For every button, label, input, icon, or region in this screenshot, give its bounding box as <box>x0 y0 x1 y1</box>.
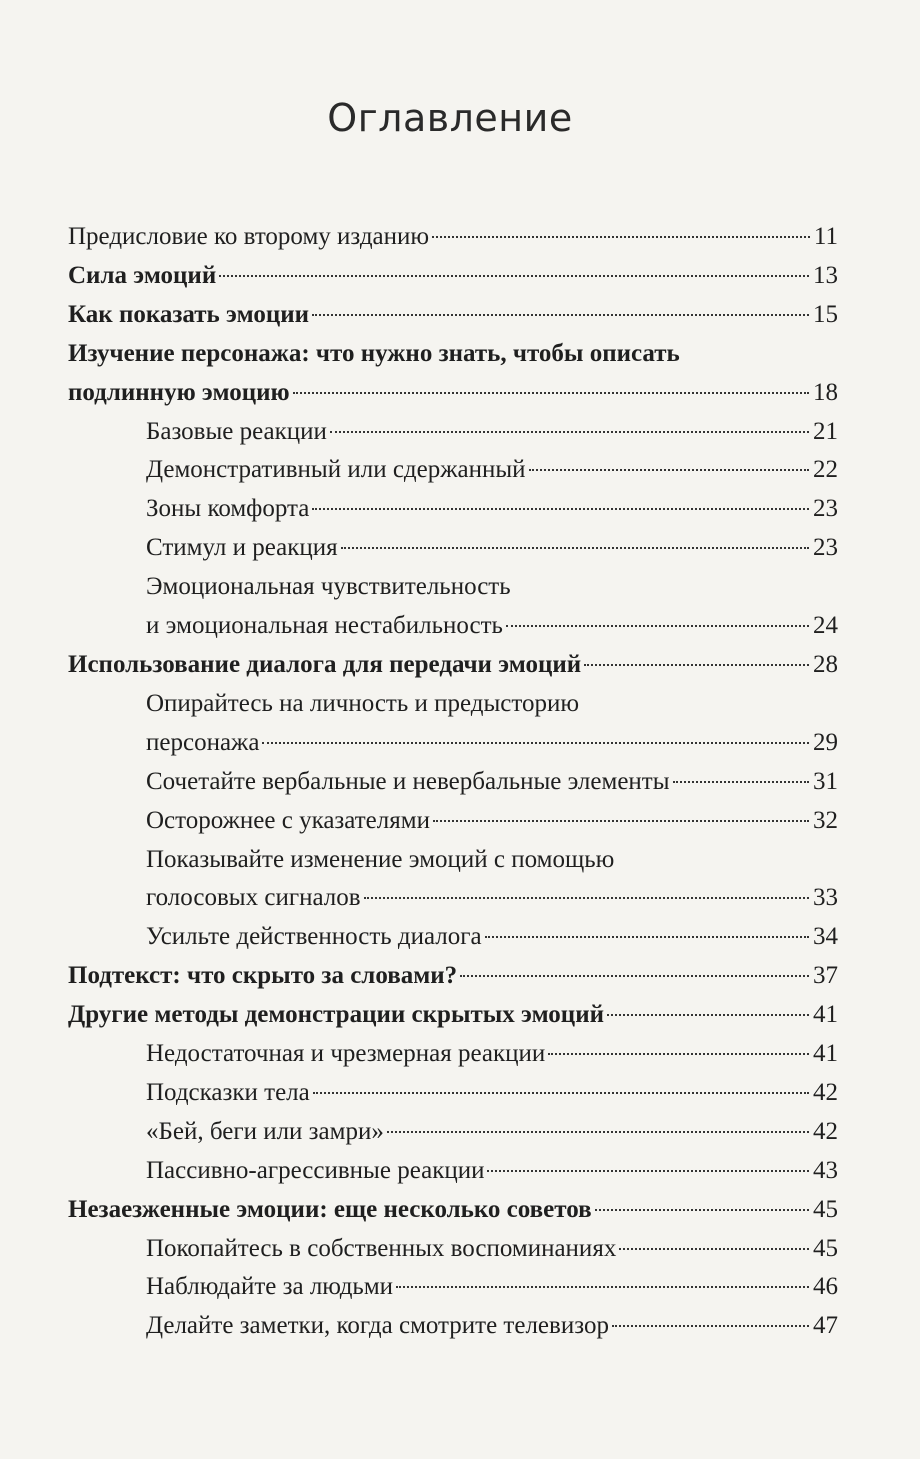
dot-leader <box>619 1248 809 1250</box>
toc-entry-label: «Бей, беги или замри» <box>146 1117 384 1145</box>
dot-leader <box>487 1170 809 1172</box>
toc-page-number: 13 <box>813 261 838 289</box>
toc-page-number: 34 <box>813 923 838 951</box>
toc-entry-label: Осторожнее с указателями <box>146 806 430 834</box>
dot-leader <box>485 936 809 938</box>
toc-entry-label: Наблюдайте за людьми <box>146 1273 394 1301</box>
toc-entry-label: Покопайтесь в собственных воспоминаниях <box>146 1234 617 1262</box>
dot-leader <box>506 625 809 627</box>
toc-page-number: 41 <box>813 1040 838 1068</box>
page-title: Оглавление <box>327 96 573 140</box>
toc-entry-label: Зоны комфорта <box>146 495 310 523</box>
toc-entry <box>68 802 838 841</box>
toc-entry-label-line: Эмоциональная чувствительность <box>146 573 511 601</box>
toc-entry <box>68 413 838 452</box>
toc-page-number: 32 <box>813 806 838 834</box>
dot-leader <box>673 781 809 783</box>
toc-entry <box>68 529 838 568</box>
dot-leader <box>313 1092 809 1094</box>
toc-entry-label: Использование диалога для передачи эмоций <box>68 650 582 678</box>
table-of-contents <box>68 218 838 1346</box>
toc-entry <box>68 257 838 296</box>
toc-page-number: 29 <box>813 728 838 756</box>
toc-page-number: 46 <box>813 1273 838 1301</box>
dot-leader <box>364 897 809 899</box>
toc-entry <box>68 724 838 763</box>
toc-entry <box>68 1307 838 1346</box>
toc-page-number: 22 <box>813 456 838 484</box>
toc-page-number: 47 <box>813 1312 838 1340</box>
toc-page-number: 21 <box>813 417 838 445</box>
toc-entry-label: Предисловие ко второму изданию <box>68 223 430 250</box>
toc-entry <box>68 451 838 490</box>
toc-entry-label: Подсказки тела <box>146 1078 310 1106</box>
toc-entry <box>68 296 838 335</box>
dot-leader <box>312 314 809 316</box>
toc-page-number: 43 <box>813 1156 838 1184</box>
dot-leader <box>262 742 809 744</box>
toc-entry-label: Усильте действенность диалога <box>146 923 482 951</box>
dot-leader <box>396 1286 809 1288</box>
dot-leader <box>529 469 809 471</box>
toc-entry-label: Делайте заметки, когда смотрите телевизор <box>146 1312 609 1340</box>
toc-page-number: 23 <box>813 495 838 523</box>
toc-entry <box>68 1113 838 1152</box>
toc-entry <box>68 218 838 257</box>
toc-entry <box>68 374 838 413</box>
toc-entry-label: Демонстративный или сдержанный <box>146 456 526 484</box>
toc-entry <box>68 918 838 957</box>
toc-entry-label-line: Показывайте изменение эмоций с помощью <box>146 845 615 873</box>
toc-entry-label: Подтекст: что скрыто за словами? <box>68 962 458 990</box>
toc-entry-label: подлинную эмоцию <box>68 378 290 406</box>
dot-leader <box>293 392 809 394</box>
toc-page-number: 41 <box>813 1001 838 1029</box>
toc-page-number: 31 <box>813 767 838 795</box>
toc-entry-label-line: Опирайтесь на личность и предысторию <box>146 689 580 717</box>
toc-entry-label: Пассивно-агрессивные реакции <box>146 1156 485 1184</box>
dot-leader <box>460 975 809 977</box>
toc-entry-label: Сочетайте вербальные и невербальные элементы <box>146 767 670 795</box>
toc-page-number: 45 <box>813 1195 838 1223</box>
toc-page-number: 18 <box>813 378 838 406</box>
toc-entry <box>68 763 838 802</box>
toc-entry <box>68 1035 838 1074</box>
toc-entry-label: Как показать эмоции <box>68 300 310 328</box>
dot-leader <box>432 236 810 238</box>
toc-entry-label: голосовых сигналов <box>146 884 361 912</box>
toc-page-number: 11 <box>813 223 838 250</box>
dot-leader <box>330 431 809 433</box>
toc-page-number: 24 <box>813 612 838 640</box>
toc-entry <box>68 646 838 685</box>
toc-entry <box>68 490 838 529</box>
toc-entry-label: Стимул и реакция <box>146 534 338 562</box>
dot-leader <box>612 1325 809 1327</box>
toc-entry-label-line: Изучение персонажа: что нужно знать, чтобы описать <box>68 339 680 367</box>
toc-entry <box>68 879 838 918</box>
dot-leader <box>595 1209 809 1211</box>
toc-entry-label: Недостаточная и чрезмерная реакции <box>146 1040 546 1068</box>
toc-entry <box>68 607 838 646</box>
toc-entry <box>68 1191 838 1230</box>
toc-entry <box>68 1074 838 1113</box>
dot-leader <box>548 1053 809 1055</box>
toc-entry <box>68 996 838 1035</box>
toc-page-number: 33 <box>813 884 838 912</box>
toc-entry <box>68 1268 838 1307</box>
dot-leader <box>312 508 809 510</box>
dot-leader <box>341 547 809 549</box>
toc-entry-label: персонажа <box>146 728 260 756</box>
toc-page-number: 28 <box>813 650 838 678</box>
toc-entry-label: Базовые реакции <box>146 417 327 445</box>
toc-page-number: 45 <box>813 1234 838 1262</box>
toc-page-number: 42 <box>813 1117 838 1145</box>
toc-entry <box>68 1152 838 1191</box>
dot-leader <box>387 1131 809 1133</box>
toc-entry <box>68 957 838 996</box>
toc-page-number: 42 <box>813 1078 838 1106</box>
dot-leader <box>433 820 809 822</box>
toc-entry-label: и эмоциональная нестабильность <box>146 612 503 640</box>
toc-page-number: 15 <box>813 300 838 328</box>
toc-page-number: 23 <box>813 534 838 562</box>
dot-leader <box>219 275 809 277</box>
toc-entry-label: Незаезженные эмоции: еще несколько советов <box>68 1195 592 1223</box>
dot-leader <box>584 664 809 666</box>
toc-entry <box>68 1230 838 1269</box>
dot-leader <box>607 1014 809 1016</box>
toc-page-number: 37 <box>813 962 838 990</box>
toc-entry-label: Сила эмоций <box>68 261 217 289</box>
toc-entry-label: Другие методы демонстрации скрытых эмоций <box>68 1001 605 1029</box>
